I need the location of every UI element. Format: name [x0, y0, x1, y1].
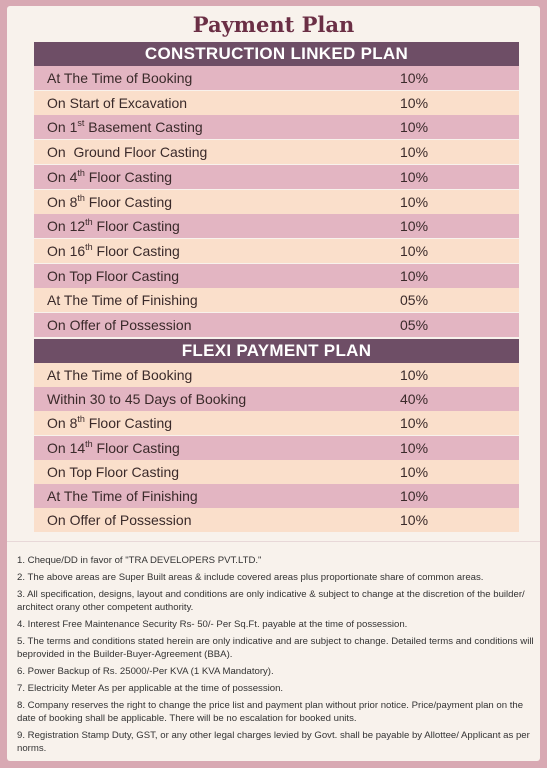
milestone-label: On 4th Floor Casting	[47, 167, 173, 185]
percentage-value: 10%	[400, 94, 429, 111]
table-row	[34, 411, 519, 435]
percentage-value: 10%	[400, 367, 429, 383]
table-row	[34, 460, 519, 484]
table-row	[34, 66, 519, 90]
milestone-label: On 16th Floor Casting	[47, 241, 180, 259]
note-item: 6. Power Backup of Rs. 25000/-Per KVA (1 KVA Mandatory).	[17, 666, 274, 677]
milestone-label: At The Time of Booking	[47, 70, 193, 86]
milestone-label: On Offer of Possession	[47, 317, 192, 333]
percentage-value: 10%	[400, 218, 429, 235]
percentage-value: 10%	[400, 144, 429, 161]
percentage-value: 10%	[400, 168, 429, 185]
milestone-label: On 8th Floor Casting	[47, 414, 173, 432]
percentage-value: 10%	[400, 119, 429, 136]
note-item: 4. Interest Free Maintenance Security Rs- 50/- Per Sq.Ft. payable at the time of possession.	[17, 619, 408, 630]
milestone-label: On 8th Floor Casting	[47, 192, 173, 210]
table-row	[34, 190, 519, 214]
milestone-label: On Top Floor Casting	[47, 463, 180, 480]
table-row	[34, 508, 519, 532]
percentage-value: 10%	[400, 488, 429, 504]
table-row	[34, 288, 519, 312]
percentage-value: 40%	[400, 391, 429, 408]
percentage-value: 10%	[400, 242, 429, 259]
table-row	[34, 214, 519, 238]
percentage-value: 10%	[400, 512, 429, 529]
milestone-label: On 14th Floor Casting	[47, 438, 180, 456]
note-item: 1. Cheque/DD in favor of "TRA DEVELOPERS PVT.LTD."	[17, 555, 262, 566]
milestone-label: At The Time of Booking	[47, 367, 193, 383]
note-item: 3. All specification, designs, layout and conditions are only indicative & subject to change at the discretion of the builder/ architect orany other competent authority.	[17, 589, 525, 613]
milestone-label: On 1st Basement Casting	[47, 118, 203, 136]
table-row	[34, 239, 519, 263]
page-title: Payment Plan	[192, 12, 355, 37]
percentage-value: 10%	[400, 463, 429, 480]
percentage-value: 10%	[400, 70, 429, 86]
milestone-label: At The Time of Finishing	[47, 488, 198, 504]
milestone-label: On Ground Floor Casting	[47, 144, 208, 161]
milestone-label: On Offer of Possession	[47, 512, 192, 529]
percentage-value: 10%	[400, 439, 429, 456]
terms-notes	[17, 554, 537, 759]
table-row	[34, 436, 519, 460]
note-item: 7. Electricity Meter As per applicable at the time of possession.	[17, 683, 284, 694]
construction-plan-heading: CONSTRUCTION LINKED PLAN	[34, 42, 519, 66]
table-row	[34, 165, 519, 189]
table-row	[34, 264, 519, 288]
table-row	[34, 313, 519, 337]
milestone-label: Within 30 to 45 Days of Booking	[47, 391, 247, 408]
milestone-label: On Top Floor Casting	[47, 267, 180, 284]
flexi-plan-heading: FLEXI PAYMENT PLAN	[34, 339, 519, 363]
percentage-value: 10%	[400, 267, 429, 284]
table-row	[34, 363, 519, 387]
milestone-label: On 12th Floor Casting	[47, 217, 180, 235]
table-row	[34, 115, 519, 139]
milestone-label: On Start of Excavation	[47, 94, 188, 111]
table-row	[34, 484, 519, 508]
percentage-value: 05%	[400, 317, 429, 333]
note-item: 9. Registration Stamp Duty, GST, or any other legal charges levied by Govt. shall be payable by Allottee/ Applicant as per norms.	[17, 730, 530, 754]
note-item: 2. The above areas are Super Built areas & include covered areas plus proportionate share of common areas.	[17, 572, 484, 583]
percentage-value: 05%	[400, 292, 429, 309]
percentage-value: 10%	[400, 193, 429, 210]
note-item: 5. The terms and conditions stated herein are only indicative and are subject to change. Detailed terms and conditions will beprovided in the Builder-Buyer-Agreement (BBA).	[17, 636, 534, 660]
percentage-value: 10%	[400, 415, 429, 432]
table-row	[34, 387, 519, 411]
table-row	[34, 140, 519, 164]
milestone-label: At The Time of Finishing	[47, 292, 198, 309]
note-item: 8. Company reserves the right to change the price list and payment plan without prior notice. Price/payment plan on the date of booking shall be applicable. There will be no escalation for booked units.	[17, 700, 524, 724]
table-row	[34, 91, 519, 115]
payment-plan-card	[7, 6, 540, 761]
divider	[7, 541, 540, 542]
